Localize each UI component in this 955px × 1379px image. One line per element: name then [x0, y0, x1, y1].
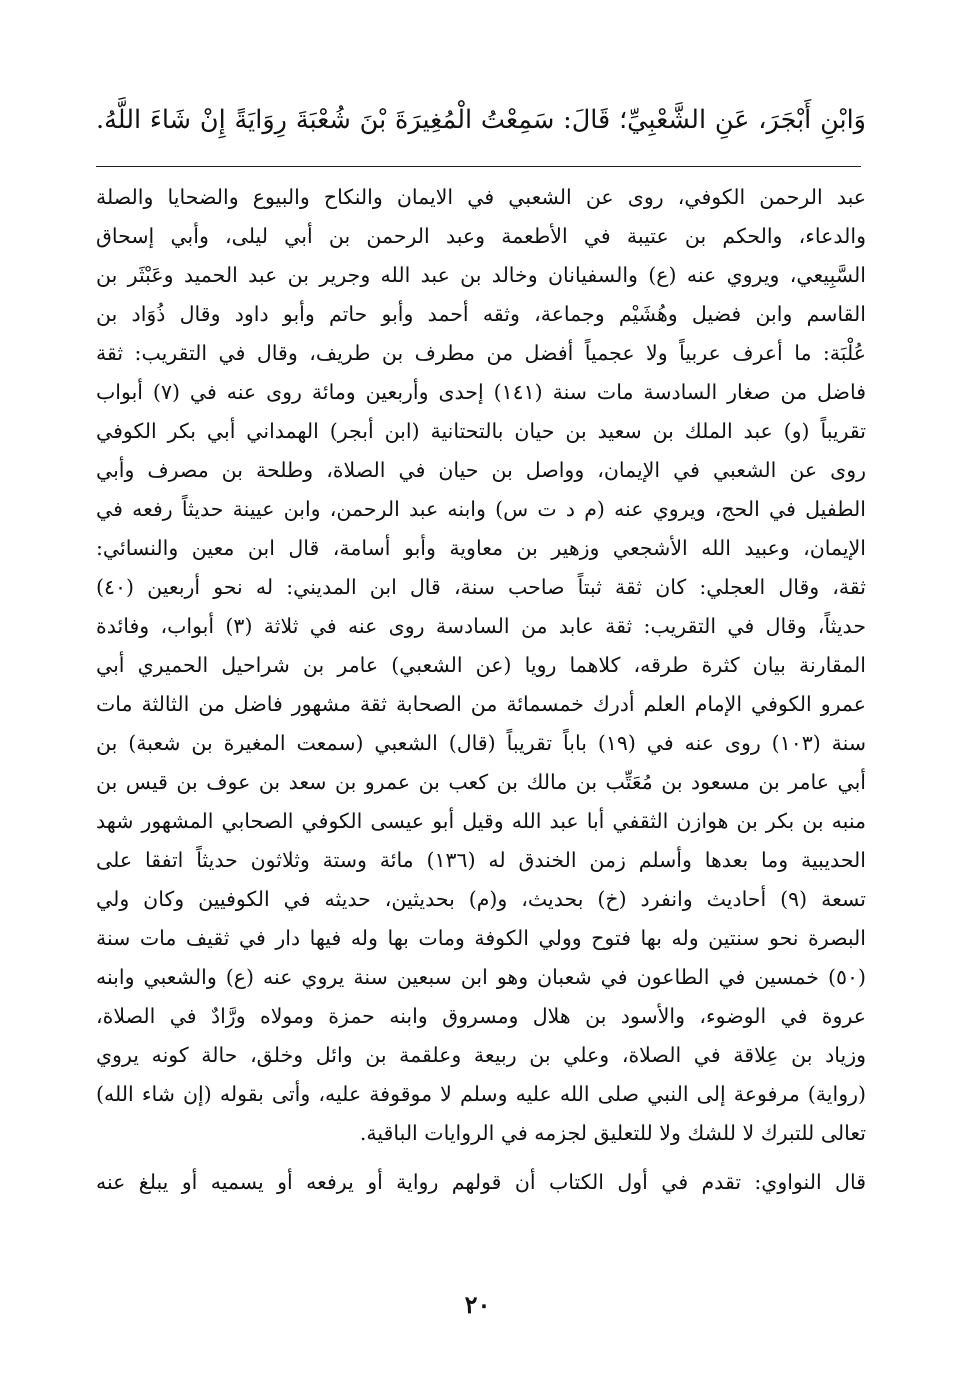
commentary-line: الحديبية وما بعدها وأسلم زمن الخندق له (١٣٦) مائة وستة وثلاثون حديثاً اتفقا على: [96, 848, 866, 872]
commentary-line: (رواية) مرفوعة إلى النبي صلى الله عليه وسلم لا موقوفة عليه، وأتى بقوله (إن شاء الله): [96, 1082, 866, 1106]
commentary-line: عبد الرحمن الكوفي، روى عن الشعبي في الايمان والنكاح والبيوع والضحايا والصلة: [96, 185, 866, 209]
commentary-line: تسعة (٩) أحاديث وانفرد (خ) بحديث، و(م) بحديثين، حديثه في الكوفيين وكان ولي: [96, 887, 866, 911]
commentary-line: عروة في الوضوء، والأسود بن هلال ومسروق وابنه حمزة ومولاه ورَّادٌ في الصلاة،: [96, 1004, 866, 1028]
commentary-line: عُلْبَة: ما أعرف عربياً ولا عجمياً أفضل من مطرف بن طريف، وقال في التقريب: ثقة: [96, 341, 866, 365]
commentary-block: [96, 178, 866, 1202]
page-number: ٢٠: [464, 1290, 491, 1319]
commentary-line: القاسم وابن فضيل وهُشَيْم وجماعة، وثقه أحمد وأبو حاتم وأبو داود وقال ذُوَاد بن: [96, 302, 866, 326]
separator-rule: [96, 166, 861, 167]
commentary-line: سنة (١٠٣) روى عنه في (١٩) باباً تقريباً (قال) الشعبي (سمعت المغيرة بن شعبة) بن: [96, 731, 866, 755]
commentary-line: المقارنة بيان كثرة طرقه، كلاهما رويا (عن الشعبي) عامر بن شراحيل الحميري أبي: [96, 653, 866, 677]
commentary-line: البصرة نحو سنتين وله بها فتوح وولي الكوفة ومات بها وله فيها دار في ثقيف مات سنة: [96, 926, 866, 950]
commentary-line: تعالى للتبرك لا للشك ولا للتعليق لجزمه في الروايات الباقية.: [359, 1121, 866, 1145]
commentary-line: حديثاً، وقال في التقريب: ثقة عابد من السادسة روى عنه في ثلاثة (٣) أبواب، وفائدة: [96, 614, 866, 638]
commentary-line: السَّبِيعي، ويروي عنه (ع) والسفيانان وخالد بن عبد الله وجرير بن عبد الحميد وعَبْثَر بن: [96, 263, 866, 287]
nawawi-paragraph-line: قال النواوي: تقدم في أول الكتاب أن قولهم رواية أو يرفعه أو يسميه أو يبلغ عنه: [96, 1170, 866, 1194]
commentary-line: أبي عامر بن مسعود بن مُعَتِّب بن مالك بن كعب بن عمرو بن سعد بن عوف بن قيس بن: [96, 770, 866, 794]
commentary-line: والدعاء، والحكم بن عتيبة في الأطعمة وعبد الرحمن بن أبي ليلى، وأبي إسحاق: [96, 224, 866, 248]
commentary-line: (٥٠) خمسين في الطاعون في شعبان وهو ابن سبعين سنة يروي عنه (ع) والشعبي وابنه: [96, 965, 866, 989]
commentary-line: عمرو الكوفي الإمام العلم أدرك خمسمائة من الصحابة ثقة مشهور فاضل من الثالثة مات: [96, 692, 866, 716]
commentary-line: تقريباً (و) عبد الملك بن سعيد بن حيان بالتحتانية (ابن أبجر) الهمداني أبي بكر الكوفي: [96, 419, 866, 443]
commentary-line: منبه بن بكر بن هوازن الثقفي أبا عبد الله وقيل أبو عيسى الكوفي الصحابي المشهور شهد: [96, 809, 866, 833]
commentary-line: الطفيل في الحج، ويروي عنه (م د ت س) وابنه عبد الرحمن، وابن عيينة حديثاً رفعه في: [96, 497, 866, 521]
hadith-text: وَابْنِ أَبْجَرَ، عَنِ الشَّعْبِيِّ؛ قَالَ: سَمِعْتُ الْمُغِيرَةَ بْنَ شُعْبَةَ رِوَايَةً إِنْ شَاءَ اللَّهُ.: [96, 105, 866, 135]
commentary-line: الإيمان، وعبيد الله الأشجعي وزهير بن معاوية وأبو أسامة، قال ابن معين والنسائي:: [96, 536, 866, 560]
commentary-line: فاضل من صغار السادسة مات سنة (١٤١) إحدى وأربعين ومائة روى عنه في (٧) أبواب: [96, 380, 866, 404]
commentary-line: روى عن الشعبي في الإيمان، وواصل بن حيان في الصلاة، وطلحة بن مصرف وأبي: [96, 458, 866, 482]
commentary-line: وزياد بن عِلاقة في الصلاة، وعلي بن ربيعة وعلقمة بن وائل وخلق، حالة كونه يروي: [96, 1043, 866, 1067]
commentary-line: ثقة، وقال العجلي: كان ثقة ثبتاً صاحب سنة، قال ابن المديني: له نحو أربعين (٤٠): [96, 575, 866, 599]
